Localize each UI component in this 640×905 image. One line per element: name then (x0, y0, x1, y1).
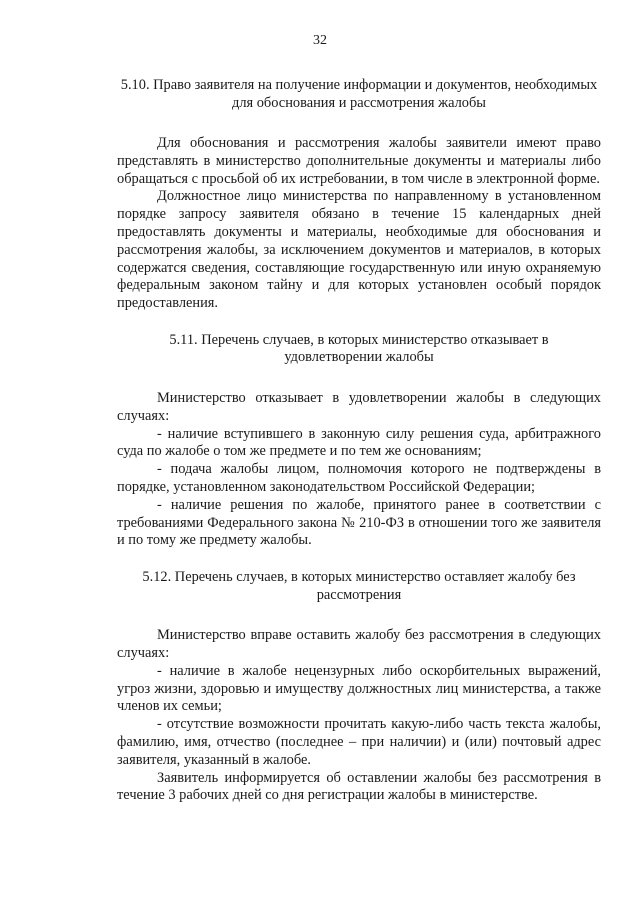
list-item: - наличие в жалобе нецензурных либо оскорбительных выражений, угроз жизни, здоровью и имуществу должностных лиц министерства, а также членов их семьи; (117, 662, 601, 715)
paragraph: Министерство вправе оставить жалобу без рассмотрения в следующих случаях: (117, 627, 601, 661)
section-heading (117, 569, 601, 604)
section-heading (117, 77, 601, 112)
paragraph: Министерство отказывает в удовлетворении жалобы в следующих случаях: (117, 389, 601, 424)
list-item: - отсутствие возможности прочитать какую-либо часть текста жалобы, фамилию, имя, отчество (последнее – при наличии) и (или) почтовый адрес заявителя, указанный в жалобе. (117, 716, 601, 768)
heading-line: 5.10. Право заявителя на получение информации и документов, необходимых (120, 77, 598, 93)
heading-line: рассмотрения (316, 586, 402, 603)
section-heading (117, 332, 601, 367)
list-item: - подача жалобы лицом, полномочия которого не подтверждены в порядке, установленном законодательством Российской Федерации; (117, 461, 601, 495)
list-item: - наличие вступившего в законную силу решения суда, арбитражного суда по жалобе о том же предмете и по тем же основаниям; (117, 425, 601, 460)
heading-line: удовлетворении жалобы (284, 349, 434, 366)
heading-line: для обоснования и рассмотрения жалобы (232, 94, 486, 111)
paragraph: Для обоснования и рассмотрения жалобы заявители имеют право представлять в министерство дополнительные документы и материалы либо обращаться с просьбой об их истребовании, в том числе в электронной форме. (117, 135, 601, 187)
document-body (117, 77, 601, 805)
heading-line: 5.11. Перечень случаев, в которых министерство отказывает в (169, 331, 549, 348)
list-item: - наличие решения по жалобе, принятого ранее в соответствии с требованиями Федерального закона № 210-ФЗ в отношении того же заявителя и по тому же предмету жалобы. (117, 496, 601, 549)
section-5-10 (117, 77, 601, 313)
paragraph: Должностное лицо министерства по направленному в установленном порядке запросу заявителя обязано в течение 15 календарных дней предоставлять документы и материалы, необходимые для обоснования и рассмотрения жалобы, за исключением документов и материалов, в которых содержатся сведения, составляющие государственную или иную охраняемую федеральным законом тайну и для которых установлен особый порядок предоставления. (117, 188, 601, 312)
page-number: 32 (313, 33, 327, 48)
paragraph: Заявитель информируется об оставлении жалобы без рассмотрения в течение 3 рабочих дней со дня регистрации жалобы в министерстве. (117, 769, 601, 804)
section-5-11 (117, 332, 601, 550)
heading-line: 5.12. Перечень случаев, в которых министерство оставляет жалобу без (142, 569, 576, 586)
section-5-12 (117, 569, 601, 805)
